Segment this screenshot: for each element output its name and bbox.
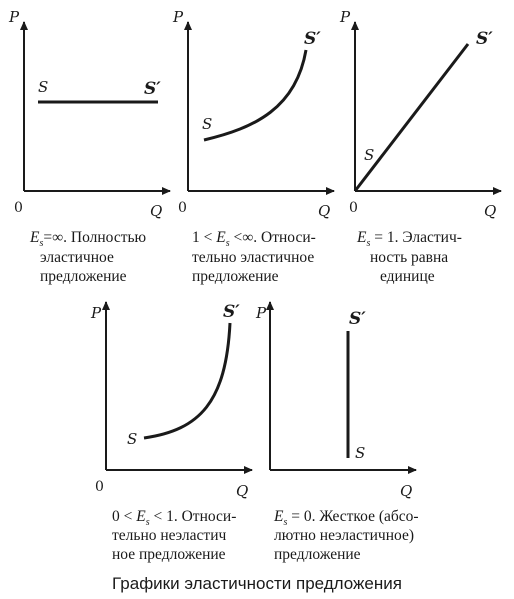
caption-sub: s	[39, 238, 44, 249]
x-axis-label: Q	[400, 482, 413, 500]
svg-text:0 < Es < 1. Относи-	[112, 508, 236, 528]
curve-label-s: S	[364, 146, 375, 164]
svg-text:Es = 1. Эластич-	[356, 229, 462, 249]
caption-line-2: тельно неэластич	[112, 527, 227, 544]
caption-var: E	[30, 229, 40, 246]
caption-sub: s	[283, 517, 288, 528]
caption-1	[29, 229, 146, 285]
x-axis-label: Q	[150, 202, 163, 220]
caption-var: E	[216, 229, 226, 246]
caption-text: < 1. Относи-	[149, 508, 237, 525]
origin-label: 0	[349, 200, 358, 216]
caption-5	[273, 508, 419, 563]
curve-label-s: S	[202, 115, 213, 133]
figure-title: Графики эластичности предложения	[112, 574, 402, 593]
caption-3	[356, 229, 462, 285]
y-axis-label: P	[9, 8, 20, 26]
y-axis-label: P	[340, 8, 351, 26]
svg-text:Es=∞. Полностью	[29, 229, 146, 249]
caption-text: = 1. Эластич-	[370, 229, 462, 246]
caption-text: <∞. Относи-	[229, 229, 316, 246]
x-axis-label: Q	[484, 202, 497, 220]
caption-var: E	[357, 229, 367, 246]
panel-unit-elastic	[339, 8, 501, 220]
panel-perfectly-elastic	[8, 8, 170, 220]
caption-line-3: предложение	[274, 546, 361, 563]
origin-label: 0	[178, 200, 187, 216]
x-axis-label: Q	[318, 202, 331, 220]
y-axis-label: P	[256, 304, 267, 322]
y-axis-label: P	[173, 8, 184, 26]
panel-relatively-elastic	[172, 8, 334, 220]
svg-text:1 < Es <∞. Относи-	[192, 229, 316, 249]
curve-label-s-prime: S′	[223, 302, 240, 322]
curve-label-s-prime: S′	[144, 79, 161, 99]
caption-sub: s	[225, 238, 230, 249]
caption-sub: s	[366, 238, 371, 249]
caption-text: = 0. Жесткое (абсо-	[287, 508, 419, 525]
svg-text:Es = 0. Жесткое (абсо-	[273, 508, 419, 528]
caption-text: =∞. Полностью	[43, 229, 147, 246]
curve-label-s: S	[38, 78, 49, 96]
panel-perfectly-inelastic	[255, 302, 416, 500]
caption-var: E	[274, 508, 284, 525]
caption-var: E	[136, 508, 146, 525]
origin-label: 0	[95, 479, 104, 495]
curve-label-s-prime: S′	[349, 309, 366, 329]
caption-line-2: лютно неэластичное)	[274, 527, 414, 544]
supply-curve	[144, 323, 230, 438]
origin-label: 0	[14, 200, 23, 216]
caption-line-2: эластичное	[40, 249, 114, 266]
caption-line-3: предложение	[40, 268, 127, 285]
caption-line-3: предложение	[192, 268, 279, 285]
x-axis-label: Q	[236, 482, 249, 500]
supply-curve	[355, 44, 468, 191]
caption-sub: s	[145, 517, 150, 528]
curve-label-s: S	[355, 444, 366, 462]
y-axis-label: P	[91, 304, 102, 322]
caption-2	[192, 229, 316, 285]
panel-relatively-inelastic	[90, 302, 252, 500]
caption-line-2: ность равна	[370, 249, 449, 266]
caption-line-2: тельно эластичное	[192, 249, 315, 266]
caption-prefix: 0 <	[112, 508, 137, 525]
supply-curve	[204, 50, 306, 140]
caption-line-3: единице	[380, 268, 435, 285]
curve-label-s-prime: S′	[476, 29, 493, 49]
curve-label-s: S	[127, 430, 138, 448]
curve-label-s-prime: S′	[304, 29, 321, 49]
caption-prefix: 1 <	[192, 229, 217, 246]
caption-line-3: ное предложение	[112, 546, 226, 563]
caption-4	[112, 508, 236, 563]
